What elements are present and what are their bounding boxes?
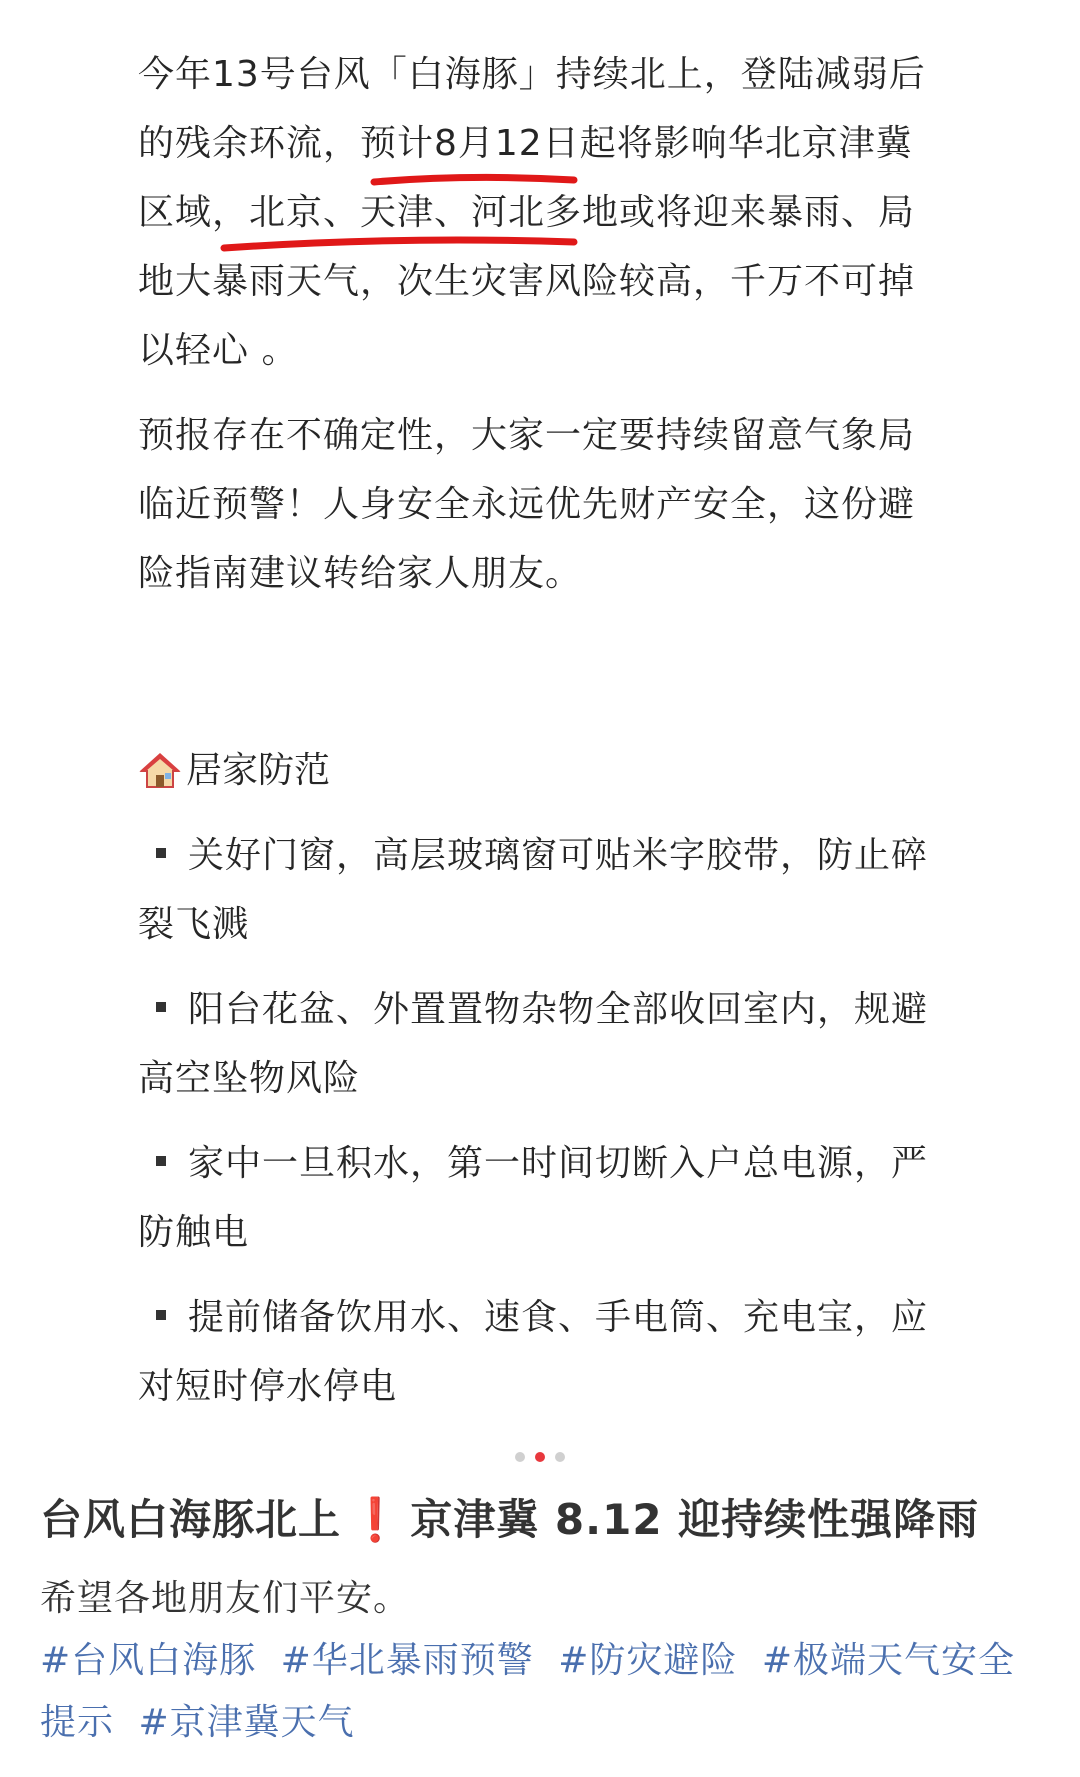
- post-title-part1: 台风白海豚北上: [40, 1495, 342, 1544]
- carousel-pager[interactable]: [0, 1452, 1080, 1462]
- house-icon: [138, 749, 182, 793]
- bullet-icon: [156, 1002, 166, 1012]
- bullet-icon: [156, 1310, 166, 1320]
- list-item: 阳台花盆、外置置物杂物全部收回室内，规避高空坠物风险: [138, 989, 929, 1099]
- hashtag-link[interactable]: #极端天气安全提示: [40, 1640, 1016, 1743]
- hashtag-link[interactable]: #防灾避险: [558, 1640, 738, 1681]
- pager-dot[interactable]: [515, 1452, 525, 1462]
- post-description: 希望各地朋友们平安。: [40, 1578, 411, 1619]
- exclamation-icon: ❗: [349, 1495, 403, 1544]
- bullet-icon: [156, 848, 166, 858]
- list-item: 提前储备饮用水、速食、手电筒、充电宝，应对短时停水停电: [138, 1297, 929, 1407]
- warning-paragraph: 预报存在不确定性，大家一定要持续留意气象局临近预警！人身安全永远优先财产安全，这份避险指南建议转给家人朋友。: [138, 415, 916, 594]
- hashtag-list: [40, 1630, 1040, 1754]
- hashtag-link[interactable]: #京津冀天气: [138, 1702, 355, 1743]
- section-title: 居家防范: [186, 750, 331, 791]
- list-item: 关好门窗，高层玻璃窗可贴米字胶带，防止碎裂飞溅: [138, 835, 929, 945]
- bullet-icon: [156, 1156, 166, 1166]
- list-item: 家中一旦积水，第一时间切断入户总电源，严防触电: [138, 1143, 929, 1253]
- post-title-part2: 京津冀 8.12 迎持续性强降雨: [410, 1495, 980, 1544]
- hashtag-link[interactable]: #台风白海豚: [40, 1640, 257, 1681]
- section-heading: [138, 736, 938, 805]
- hashtag-link[interactable]: #华北暴雨预警: [280, 1640, 534, 1681]
- intro-paragraph: 今年13号台风「白海豚」持续北上，登陆减弱后的残余环流，预计8月12日起将影响华北京津冀区域，北京、天津、河北多地或将迎来暴雨、局地大暴雨天气，次生灾害风险较高，千万不可掉以轻心 。: [138, 54, 926, 371]
- post-title: [40, 1490, 1040, 1550]
- pager-dot[interactable]: [555, 1452, 565, 1462]
- article-body: [138, 40, 938, 1421]
- pager-dot-active[interactable]: [535, 1452, 545, 1462]
